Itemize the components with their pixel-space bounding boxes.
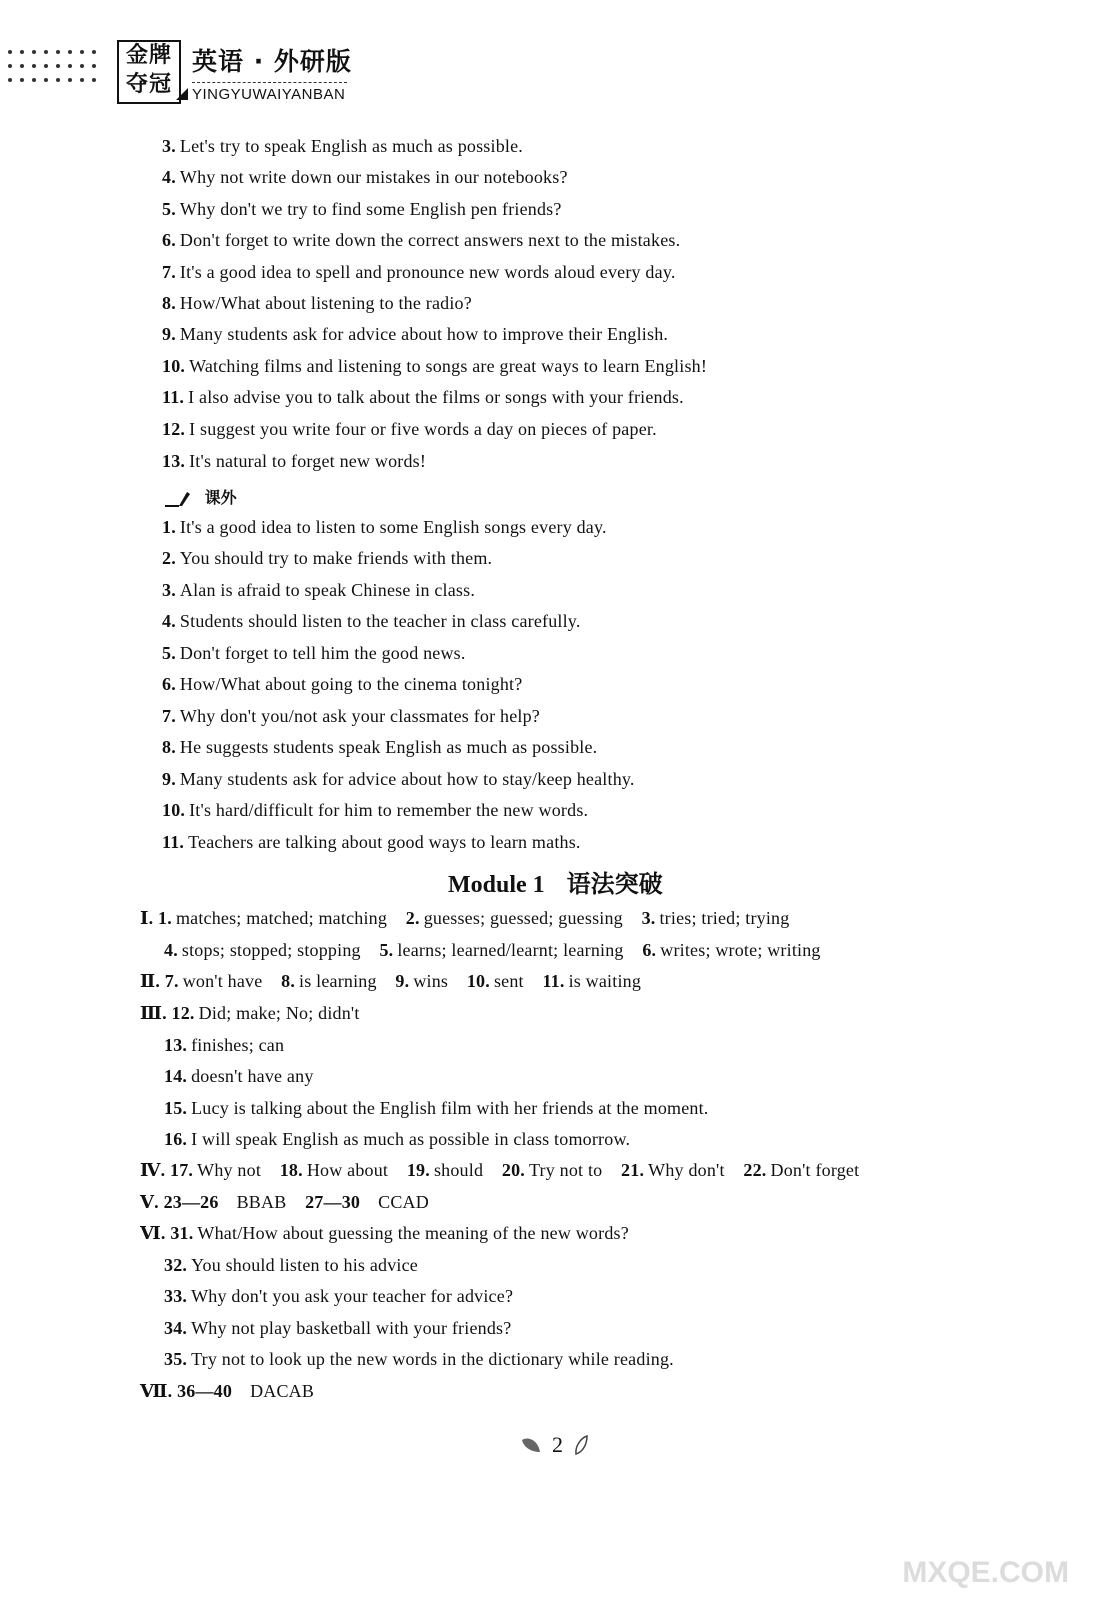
section-heading-extracurricular xyxy=(165,485,237,508)
answer-line: 8. He suggests students speak English as much as possible. xyxy=(162,737,598,757)
answer-line: 1. It's a good idea to listen to some English songs every day. xyxy=(162,517,607,537)
answer-line: 4. Students should listen to the teacher in class carefully. xyxy=(162,611,581,631)
answer-line: 5. Why don't we try to find some English pen friends? xyxy=(162,199,562,219)
book-title-pinyin: YINGYUWAIYANBAN xyxy=(192,86,346,103)
book-title-block xyxy=(192,42,352,103)
brand-logo xyxy=(117,40,181,104)
answer-line: 11. I also advise you to talk about the films or songs with your friends. xyxy=(162,387,684,407)
answer-row-3: Ⅲ. 12. Did; make; No; didn't xyxy=(140,1003,360,1023)
answer-line: 16. I will speak English as much as possible in class tomorrow. xyxy=(164,1129,631,1149)
answer-line: 34. Why not play basketball with your friends? xyxy=(164,1318,512,1338)
answer-line: 32. You should listen to his advice xyxy=(164,1255,418,1275)
answer-line: 9. Many students ask for advice about how to stay/keep healthy. xyxy=(162,769,635,789)
answer-line: 6. Don't forget to write down the correct answers next to the mistakes. xyxy=(162,230,681,250)
answer-row-1: Ⅰ. 1. matches; matched; matching 2. guesses; guessed; guessing 3. tries; tried; trying xyxy=(140,908,790,928)
answer-line: 7. It's a good idea to spell and pronounce new words aloud every day. xyxy=(162,262,676,282)
corner-triangle-icon xyxy=(176,88,188,100)
module-subtitle: 语法突破 xyxy=(566,870,663,898)
answer-line: 3. Alan is afraid to speak Chinese in class. xyxy=(162,580,476,600)
answer-row-7: Ⅶ. 36—40 DACAB xyxy=(140,1381,315,1401)
answer-line: 3. Let's try to speak English as much as possible. xyxy=(162,136,524,156)
answer-line: 10. Watching films and listening to songs are great ways to learn English! xyxy=(162,356,708,376)
section-label: 课外 xyxy=(204,488,237,507)
answer-line: 8. How/What about listening to the radio? xyxy=(162,293,472,313)
answer-line: 2. You should try to make friends with them. xyxy=(162,548,493,568)
answer-line: 33. Why don't you ask your teacher for advice? xyxy=(164,1286,514,1306)
title-divider xyxy=(192,82,347,83)
pen-icon xyxy=(165,490,199,508)
answer-line: 13. It's natural to forget new words! xyxy=(162,451,427,471)
answer-line: 6. How/What about going to the cinema tonight? xyxy=(162,674,523,694)
module-title xyxy=(448,864,663,899)
logo-bottom-text: 夺冠 xyxy=(125,72,172,97)
answer-line: 15. Lucy is talking about the English film with her friends at the moment. xyxy=(164,1098,709,1118)
answer-row-1b: 4. stops; stopped; stopping 5. learns; learned/learnt; learning 6. writes; wrote; writing xyxy=(164,940,821,960)
watermark: MXQE.COM xyxy=(902,1556,1069,1589)
answer-line: 4. Why not write down our mistakes in our notebooks? xyxy=(162,167,568,187)
answer-line: 7. Why don't you/not ask your classmates for help? xyxy=(162,706,540,726)
answer-line: 35. Try not to look up the new words in the dictionary while reading. xyxy=(164,1349,674,1369)
answer-row-2: Ⅱ. 7. won't have 8. is learning 9. wins 10. sent 11. is waiting xyxy=(140,971,642,991)
answer-line: 10. It's hard/difficult for him to remember the new words. xyxy=(162,800,589,820)
leaf-icon xyxy=(520,1434,542,1456)
page-header xyxy=(0,0,1109,110)
answer-row-4: Ⅳ. 17. Why not 18. How about 19. should 20. Try not to 21. Why don't 22. Don't forget xyxy=(140,1160,860,1180)
leaf-outline-icon xyxy=(573,1434,589,1456)
answer-row-6: Ⅵ. 31. What/How about guessing the meaning of the new words? xyxy=(140,1223,629,1243)
decorative-dots xyxy=(8,50,108,92)
answer-line: 12. I suggest you write four or five words a day on pieces of paper. xyxy=(162,419,657,439)
page-number: 2 xyxy=(552,1432,563,1457)
logo-top-text: 金牌 xyxy=(125,43,172,68)
answer-line: 14. doesn't have any xyxy=(164,1066,314,1086)
module-name: Module 1 xyxy=(448,872,545,898)
answer-line: 13. finishes; can xyxy=(164,1035,285,1055)
answer-line: 11. Teachers are talking about good ways to learn maths. xyxy=(162,832,581,852)
answer-line: 5. Don't forget to tell him the good news. xyxy=(162,643,466,663)
answer-line: 9. Many students ask for advice about how to improve their English. xyxy=(162,324,669,344)
answer-row-5: Ⅴ. 23—26 BBAB 27—30 CCAD xyxy=(140,1192,429,1212)
page-number-footer xyxy=(520,1432,589,1458)
book-title: 英语 · 外研版 xyxy=(192,47,352,76)
